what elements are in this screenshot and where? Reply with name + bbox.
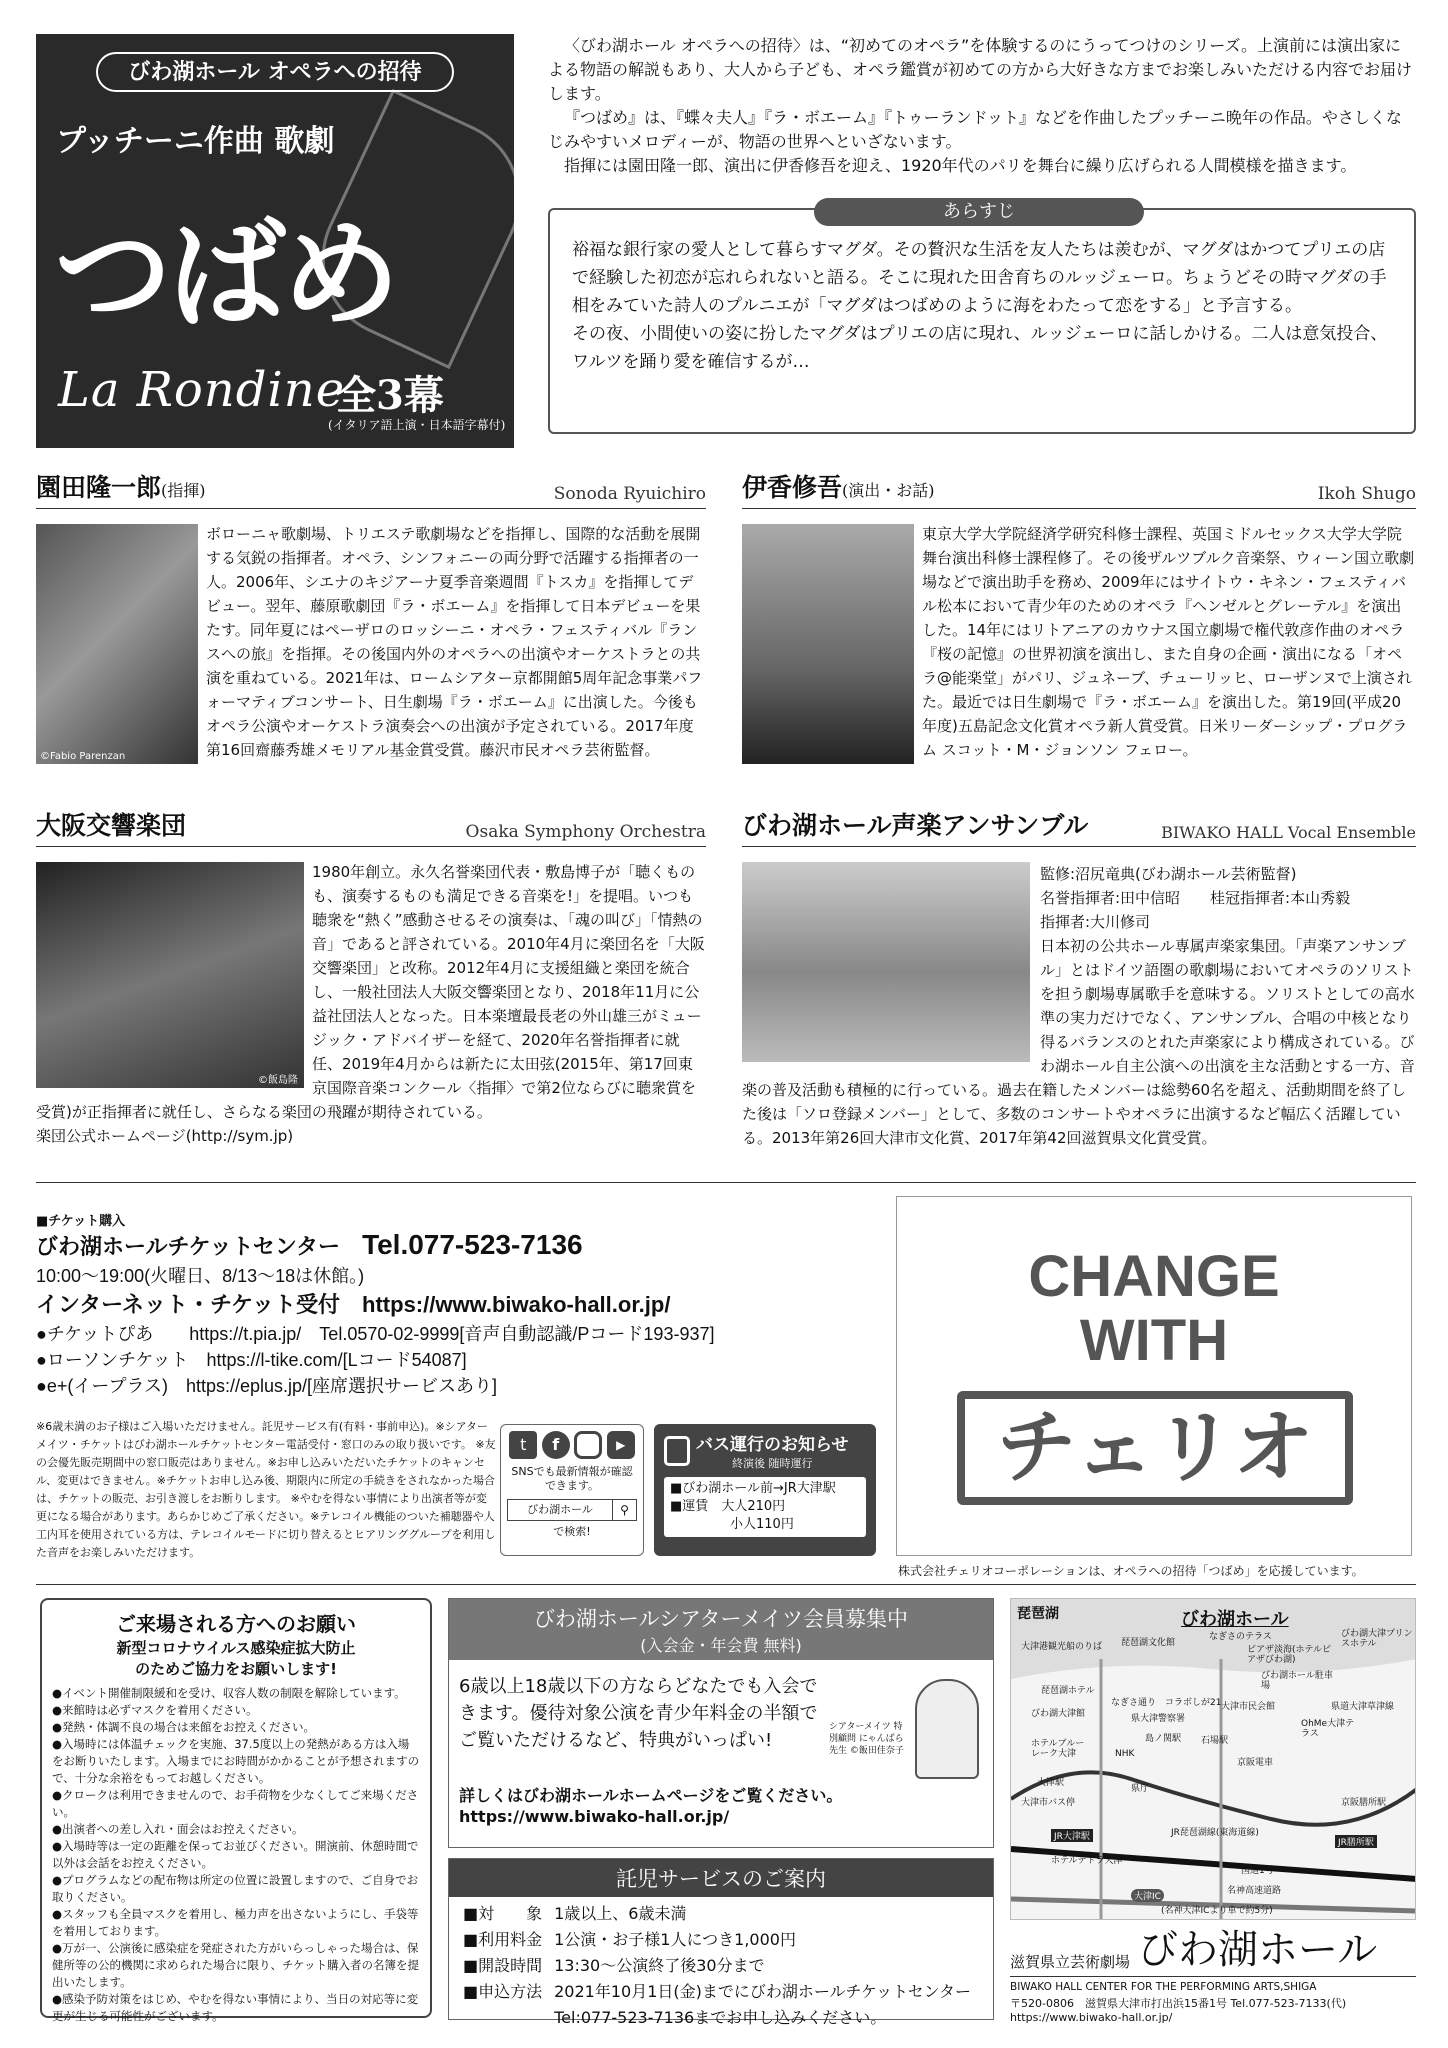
mates-sub: (入会金・年会費 無料) (640, 1636, 802, 1655)
ensemble-name-en: BIWAKO HALL Vocal Ensemble (1161, 823, 1416, 842)
ensemble-header (742, 812, 1416, 842)
ensemble-name: びわ湖ホール声楽アンサンブル (742, 811, 1089, 840)
childcare-box (448, 1858, 994, 2027)
language-note: (イタリア語上演・日本語字幕付) (328, 418, 506, 432)
ticket-notes: ※6歳未満のお子様はご入場いただけません。託児サービス有(有料・事前申込)。※シアターメイツ・チケットはびわ湖ホールチケットセンター電話受付・窓口のみの取り扱いです。 ※友の会優先販売期間中の窓口販売はありません。※お申し込みいただいたチケットのキャンセル、変更はできません。※チケットお申し込み後、期限内に所定の手続きをされなかった場合は、チケットの販売、お引き渡しをお断りします。 ※やむを得ない事情により出演者等が変更になる場合があります。あらかじめご了承ください。※テレコイル機能のついた補聴器や人工内耳を使用されている方は、テレコイルモードに切り替えるとヒアリンググループを利用した音声をお楽しみいただけます。 (36, 1420, 496, 1559)
ticket-outlet-lawson[interactable]: ●ローソンチケット https://l-tike.com/[Lコード54087] (36, 1350, 467, 1370)
table-row: ■対 象 1歳以上、6歳未満 (463, 1904, 687, 1923)
bus-sub: 終演後 随時運行 (732, 1457, 813, 1470)
intro-paragraph: 指揮には園田隆一郎、演出に伊香修吾を迎え、1920年代のパリを舞台に繰り広げられる人間模様を描きます。 (564, 156, 1357, 175)
hall-address: 〒520-0806 滋賀県大津市打出浜15番1号 Tel.077-523-7133(代) (1010, 1997, 1347, 2010)
list-item: ●イベント開催制限緩和を受け、収容人数の制限を解除しています。 (52, 1686, 406, 1700)
bus-title: バス運行のお知らせ (696, 1435, 849, 1455)
ticket-center: びわ湖ホールチケットセンター (36, 1234, 341, 1259)
orchestra-name-en: Osaka Symphony Orchestra (465, 822, 706, 842)
list-item: ●プログラムなどの配布物は所定の位置に設置しますので、ご自身でお取りください。 (52, 1873, 419, 1904)
mates-mascot-caption: シアターメイツ 特別顧問 にゃんばら先生 ©飯田佳奈子 (829, 1722, 904, 1756)
conductor-name: 園田隆一郎 (36, 473, 162, 502)
sponsor-note: 株式会社チェリオコーポレーションは、オペラへの招待「つばめ」を応援しています。 (898, 1564, 1364, 1578)
ticket-tel[interactable]: Tel.077-523-7136 (362, 1229, 583, 1260)
series-kicker: びわ湖ホール オペラへの招待 (96, 52, 454, 92)
divider (742, 846, 1416, 847)
bus-icon (664, 1436, 690, 1466)
ticket-section (36, 1210, 876, 1399)
divider (742, 508, 1416, 509)
orchestra-url: 楽団公式ホームページ(http://sym.jp) (36, 1127, 294, 1145)
synopsis-heading: あらすじ (814, 198, 1144, 226)
ad-line-with: WITH (1079, 1308, 1229, 1373)
director-name-en: Ikoh Shugo (1317, 484, 1416, 504)
conductor-name-en: Sonoda Ryuichiro (553, 484, 706, 504)
sns-search-suffix: で検索! (553, 1525, 591, 1538)
synopsis-paragraph: 裕福な銀行家の愛人として暮らすマグダ。その贅沢な生活を友人たちは羨むが、マグダはかつてプリエの店で経験した初恋が忘れられないと語る。そこに現れた田舎育ちのルッジェーロ。ちょうどその時マグダの手相をみていた詩人のプルニエが「マグダはつばめのように海をわたって恋をする」と予言する。 (572, 240, 1387, 316)
list-item: ●入場時には体温チェックを実施、37.5度以上の発熱がある方は入場をお断りいたします。入場までにお時間がかかることが予想されますので、十分な余裕をもってお越しください。 (52, 1737, 420, 1785)
cat-mascot-icon (915, 1679, 979, 1779)
table-row: ■開設時間 13:30～公演終了後30分まで (463, 1956, 765, 1975)
requests-box (40, 1598, 432, 2023)
photo-credit: ©Fabio Parenzan (40, 751, 126, 762)
conductor-bio: ボローニャ歌劇場、トリエステ歌劇場などを指揮し、国際的な活動を展開する気鋭の指揮者。オペラ、シンフォニーの両分野で活躍する指揮者の一人。2006年、シエナのキジアーナ夏季音楽週間『トスカ』を指揮してデビュー。翌年、藤原歌劇団『ラ・ボエーム』を指揮して日本デビューを果たす。同年夏にはペーザロのロッシーニ・オペラ・フェスティバル『ランスへの旅』を指揮。その後国内外のオペラへの出演やオーケストラとの共演を重ねている。2021年は、ロームシアター京都開館5周年記念事業パフォーマティブコンサート、日生劇場『ラ・ボエーム』に出演した。今後もオペラ公演やオーケストラ演奏会への出演が予定されている。2017年度第16回齋藤秀雄メモリアル基金賞受賞。藤沢市民オペラ芸術監督。 (206, 525, 703, 759)
divider (36, 508, 706, 509)
ticket-outlet-eplus[interactable]: ●e+(イープラス) https://eplus.jp/[座席選択サービスあり] (36, 1376, 498, 1396)
conductor-role: (指揮) (161, 481, 206, 500)
mates-box (448, 1598, 994, 1848)
facebook-icon[interactable]: f (542, 1431, 570, 1459)
director-name: 伊香修吾 (742, 473, 843, 502)
hall-info (1010, 1928, 1416, 2024)
hall-name: びわ湖ホール (1138, 1927, 1378, 1973)
bus-box (654, 1424, 876, 1556)
ticket-heading: ■チケット購入 (36, 1214, 126, 1229)
mates-body: 6歳以上18歳以下の方ならどなたでも入会できます。優待対象公演を青少年料金の半額でご覧いただけるなど、特典がいっぱい! (459, 1676, 818, 1751)
photo-credit: ©飯島隆 (258, 1075, 298, 1086)
synopsis-box (548, 201, 1416, 434)
opera-title-latin: La Rondine (58, 362, 346, 418)
sns-search-input[interactable]: びわ湖ホール (527, 1503, 593, 1516)
hall-en: BIWAKO HALL CENTER FOR THE PERFORMING ARTS,SHIGA (1010, 1981, 1317, 1993)
section-divider (36, 1584, 1416, 1585)
sponsor-ad (896, 1196, 1412, 1556)
list-item: ●スタッフも全員マスクを着用し、極力声を出さないようにし、手袋等を着用しております。 (52, 1907, 419, 1938)
access-map: 琵琶湖 びわ湖ホール 大津港観光船のりば 琵琶湖文化館 なぎさのテラス ビアザ淡海(ホテルピアザびわ湖) びわ湖ホール駐車場 びわ湖大津プリンスホテル 琵琶湖ホテル びわ湖大津館 なぎさ通り コラボしが21 大津市民会館 県大津警察署 OhMe大津テラス 県道大津草津線 ホテルブルーレーク大津 NHK 島ノ関駅 石場駅 京阪電車 大津駅 県庁 大津市バス停 JR大津駅 JR琵琶湖線(東海道線) JR膳所駅 京阪膳所駅 ホテルテトラ大津 国道1号 名神高速道路 大津IC (名神大津ICより車で約5分) (1010, 1598, 1416, 1920)
ticket-hours: 10:00～19:00(火曜日、8/13～18は休館。) (36, 1266, 365, 1286)
table-row: ■申込方法 2021年10月1日(金)までにびわ湖ホールチケットセンター (463, 1982, 971, 2001)
map-label-hall: びわ湖ホール (1181, 1609, 1289, 1630)
intro-paragraph: 〈びわ湖ホール オペラへの招待〉は、“初めてのオペラ”を体験するのにうってつけのシリーズ。上演前には演出家による物語の解説もあり、大人から子ども、オペラ鑑賞が初めての方から大好きな方までお楽しみいただける内容でお届けします。 (548, 36, 1413, 103)
map-label-lake: 琵琶湖 (1017, 1606, 1059, 1622)
search-icon[interactable]: ⚲ (612, 1500, 636, 1520)
title-block (36, 34, 514, 448)
table-row (457, 2005, 977, 2031)
requests-list (52, 1685, 420, 2025)
bus-fare-child: 小人110円 (730, 1517, 794, 1532)
ensemble-staff-2: 指揮者:大川修司 (1040, 913, 1151, 931)
hall-org: 滋賀県立芸術劇場 (1010, 1953, 1131, 1971)
list-item: ●入場時等は一定の距離を保ってお並びください。開演前、休憩時間で以外は会話をお控えください。 (52, 1839, 419, 1870)
youtube-icon[interactable]: ▶ (607, 1431, 635, 1459)
director-bio: 東京大学大学院経済学研究科修士課程、英国ミドルセックス大学大学院舞台演出科修士課程修了。その後ザルツブルク音楽祭、ウィーン国立歌劇場などで演出助手を務め、2009年にはサイトウ・キネン・フェスティバル松本において青少年のためのオペラ『ヘンゼルとグレーテル』を演出した。14年にはリトアニアのカウナス国立劇場で権代敦彦作曲のオペラ『桜の記憶』の世界初演を演出し、また自身の企画・演出になる「オペラ@能楽堂」がパリ、ジュネーブ、チューリッヒ、ローザンヌで上演された。最近では日生劇場で『ラ・ボエーム』を演出した。第19回(平成20年度)五島記念文化賞オペラ新人賞受賞。日米リーダーシップ・プログラム スコット・M・ジョンソン フェロー。 (922, 525, 1415, 759)
instagram-icon[interactable] (574, 1431, 602, 1459)
intro-paragraph: 『つばめ』は、『蝶々夫人』『ラ・ボエーム』『トゥーランドット』などを作曲したプッチーニ晩年の作品。やさしくなじみやすいメロディーが、物語の世界へといざないます。 (548, 108, 1402, 151)
list-item: ●万が一、公演後に感染症を発症された方がいらっしゃった場合は、保健所等の公的機関に求められた場合に限り、チケット購入者の名簿を提出いたします。 (52, 1941, 419, 1989)
table-row: ■利用料金 1公演・お子様1人につき1,000円 (463, 1930, 796, 1949)
requests-title: ご来場される方へのお願い (116, 1612, 356, 1636)
subtitle: プッチーニ作曲 歌劇 (56, 124, 335, 159)
list-item: ●感染予防対策をはじめ、やむを得ない事情により、当日の対応等に変更が生じる可能性がございます。 (52, 1992, 419, 2023)
childcare-title: 託児サービスのご案内 (449, 1859, 993, 1897)
ensemble-staff-1: 名誉指揮者:田中信昭 桂冠指揮者:本山秀毅 (1040, 889, 1351, 907)
twitter-icon[interactable]: t (509, 1431, 537, 1459)
mates-url[interactable]: https://www.biwako-hall.or.jp/ (459, 1807, 730, 1826)
director-role: (演出・お話) (842, 481, 935, 500)
bus-route: ■びわ湖ホール前→JR大津駅 (670, 1481, 836, 1496)
list-item: ●クロークは利用できませんので、お手荷物を少なくしてご来場ください。 (52, 1788, 419, 1819)
sns-box (500, 1424, 644, 1556)
orchestra-bio-wrap (36, 860, 706, 1148)
ad-line-change: CHANGE (1028, 1244, 1280, 1309)
cherio-logo: チェリオ (957, 1391, 1353, 1505)
ensemble-staff-0: 監修:沼尻竜典(びわ湖ホール芸術監督) (1040, 865, 1297, 883)
ensemble-bio-wrap (742, 862, 1416, 1150)
ikoh-header (742, 474, 1416, 504)
sns-text: SNSでも最新情報が確認できます。 (511, 1465, 633, 1492)
orchestra-bio: 1980年創立。永久名誉楽団代表・敷島博子が「聴くものも、演奏するものも満足できる音楽を!」を提唱。いつも聴衆を“熱く”感動させるその演奏は、「魂の叫び」「情熱の音」であると評されている。2010年4月に楽団名を「大阪交響楽団」と改称。2012年4月に支援組織と楽団を統合し、一般社団法人大阪交響楽団となり、2018年11月に公益社団法人となった。日本楽壇最長老の外山雄三がミュージック・アドバイザーを経て、2020年名誉指揮者に就任、2019年4月からは新たに太田弦(2015年、第17回東京国際音楽コンクール〈指揮〉で第2位ならびに聴衆賞を受賞)が正指揮者に就任し、さらなる楽団の飛躍が期待されている。 (36, 863, 705, 1121)
ticket-outlet-pia[interactable]: ●チケットぴあ https://t.pia.jp/ Tel.0570-02-9999[音声自動認識/Pコード193-937] (36, 1324, 715, 1344)
requests-sub1: 新型コロナウイルス感染症拡大防止 (116, 1639, 356, 1657)
opera-title: つばめ (54, 205, 397, 344)
mates-bold: 詳しくはびわ湖ホールホームページをご覧ください。 (459, 1786, 843, 1805)
ensemble-bio: 日本初の公共ホール専属声楽家集団。「声楽アンサンブル」とはドイツ語圏の歌劇場においてオペラのソリストを担う劇場専属歌手を意味する。ソリストとしての高水準の実力だけでなく、アンサンブル、合唱の中核となり得るバランスのとれた声楽家により構成されている。びわ湖ホール自主公演への出演を主な活動とする一方、音楽の普及活動も積極的に行っている。過去在籍したメンバーは総勢60名を超え、活動期間を終了した後は「ソロ登録メンバー」として、多数のコンサートやオペラに出演するなど幅広く活躍している。2013年第26回大津市文化賞、2017年第42回滋賀県文化賞受賞。 (742, 937, 1415, 1147)
hall-url[interactable]: https://www.biwako-hall.or.jp/ (1010, 2011, 1173, 2024)
list-item: ●出演者への差し入れ・面会はお控えください。 (52, 1822, 304, 1836)
divider (36, 846, 706, 847)
childcare-tel: Tel:077-523-7136までお申し込みください。 (554, 2008, 887, 2027)
intro-text (548, 34, 1416, 178)
bus-fare-label: ■運賃 (670, 1499, 709, 1514)
list-item: ●発熱・体調不良の場合は来館をお控えください。 (52, 1720, 316, 1734)
ticket-internet[interactable]: インターネット・チケット受付 https://www.biwako-hall.or.jp/ (36, 1292, 671, 1317)
requests-sub2: のためご協力をお願いします! (135, 1660, 337, 1678)
director-photo (742, 524, 914, 764)
mates-title: びわ湖ホールシアターメイツ会員募集中 (533, 1607, 909, 1631)
acts-label: 全3幕 (336, 372, 444, 419)
orchestra-header (36, 812, 706, 842)
list-item: ●来館時は必ずマスクを着用ください。 (52, 1703, 258, 1717)
synopsis-paragraph: その夜、小間使いの姿に扮したマグダはプリエの店に現れ、ルッジェーロに話しかける。二人は意気投合、ワルツを踊り愛を確信するが… (572, 324, 1388, 372)
sonoda-header (36, 474, 706, 504)
orchestra-name: 大阪交響楽団 (36, 811, 187, 840)
conductor-photo (36, 524, 198, 764)
section-divider (36, 1182, 1416, 1183)
bus-fare-adult: 大人210円 (721, 1499, 786, 1514)
